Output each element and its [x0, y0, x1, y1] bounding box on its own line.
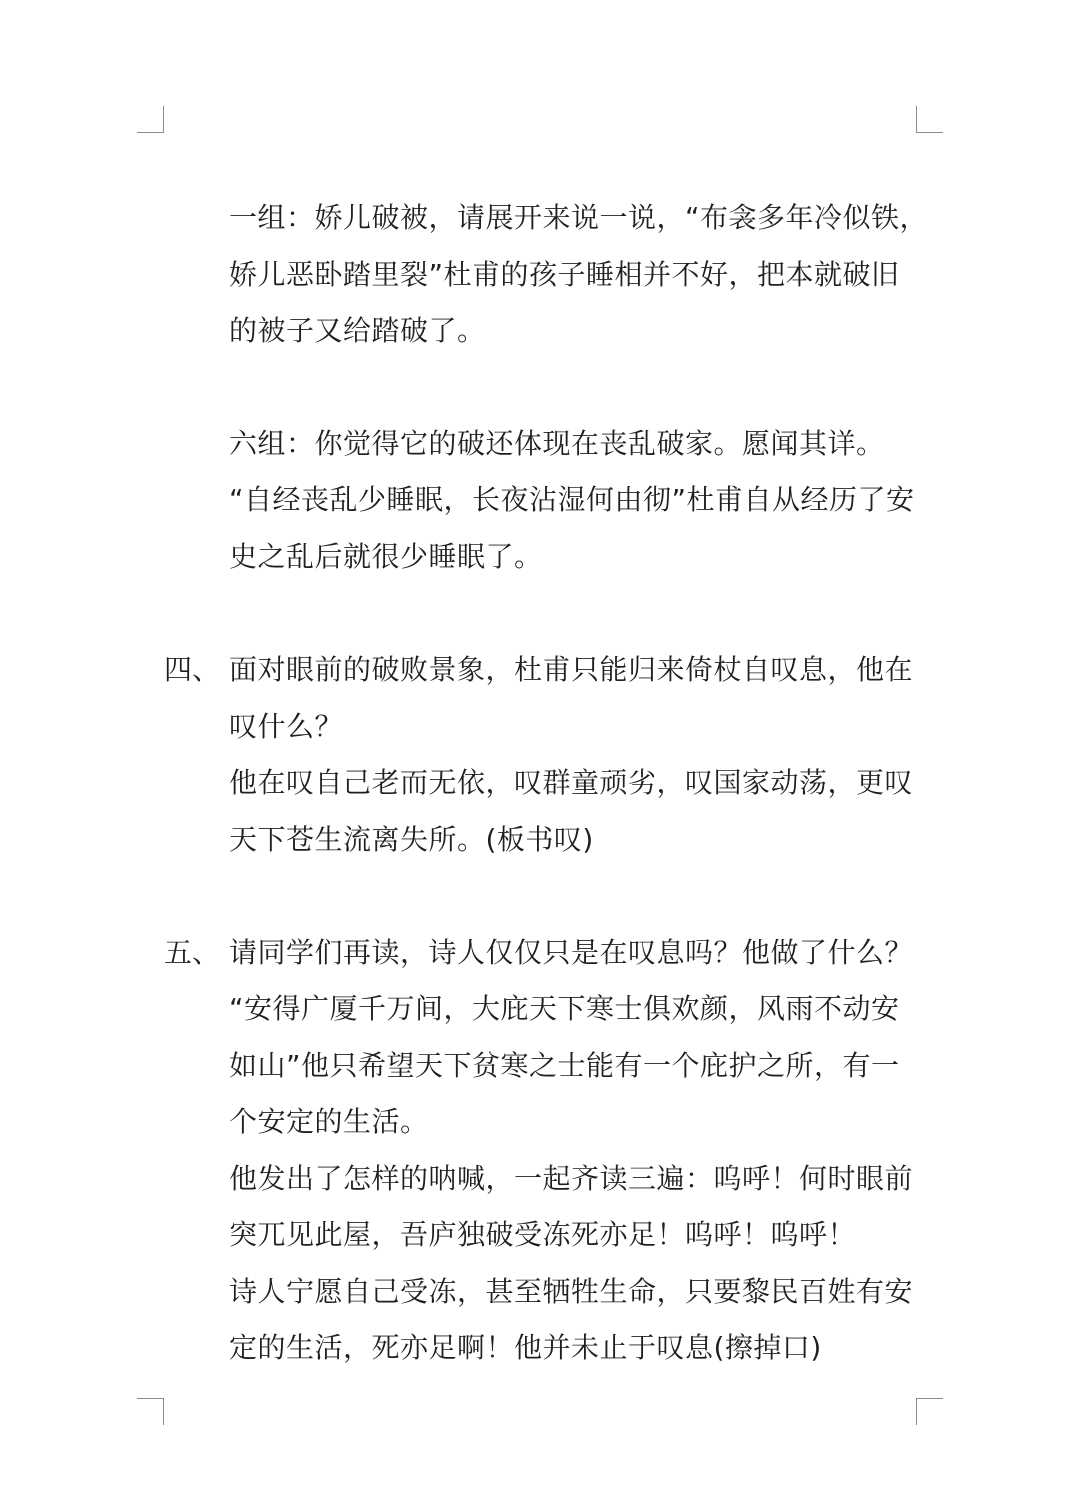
section-four-line-1: 面对眼前的破败景象，杜甫只能归来倚杖自叹息，他在	[229, 653, 914, 686]
section-five-line-3: 如山”他只希望天下贫寒之士能有一个庇护之所，有一	[229, 1049, 900, 1082]
section-five-marker: 五、	[164, 936, 221, 969]
section-four-line-2: 叹什么？	[229, 710, 344, 743]
group-one-line-3: 的被子又给踏破了。	[229, 314, 486, 347]
crop-mark-bottom-right	[916, 1398, 943, 1425]
crop-mark-top-left	[137, 106, 164, 133]
section-five-line-1: 请同学们再读，诗人仅仅只是在叹息吗？他做了什么？	[229, 936, 914, 969]
crop-mark-top-right	[916, 106, 943, 133]
section-five-line-7: 诗人宁愿自己受冻，甚至牺牲生命，只要黎民百姓有安	[229, 1275, 914, 1308]
section-four-line-4: 天下苍生流离失所。(板书叹)	[229, 823, 594, 856]
crop-mark-bottom-left	[137, 1398, 164, 1425]
section-four-line-3: 他在叹自己老而无依，叹群童顽劣，叹国家动荡，更叹	[229, 766, 914, 799]
section-five-line-5: 他发出了怎样的呐喊，一起齐读三遍：呜呼！何时眼前	[229, 1162, 914, 1195]
section-four-marker: 四、	[164, 653, 221, 686]
section-five-line-6: 突兀见此屋，吾庐独破受冻死亦足！呜呼！呜呼！	[229, 1218, 857, 1251]
group-six-line-1: 六组：你觉得它的破还体现在丧乱破家。愿闻其详。	[229, 427, 885, 460]
group-six-line-3: 史之乱后就很少睡眠了。	[229, 540, 543, 573]
section-five-line-8: 定的生活，死亦足啊！他并未止于叹息(擦掉口)	[229, 1331, 822, 1364]
section-five-line-4: 个安定的生活。	[229, 1105, 429, 1138]
section-five-line-2: “安得广厦千万间，大庇天下寒士俱欢颜，风雨不动安	[229, 992, 900, 1025]
group-six-line-2: “自经丧乱少睡眠，长夜沾湿何由彻”杜甫自从经历了安	[229, 483, 915, 516]
group-one-line-1: 一组：娇儿破被，请展开来说一说，“布衾多年冷似铁，	[229, 201, 929, 234]
group-one-line-2: 娇儿恶卧踏里裂”杜甫的孩子睡相并不好，把本就破旧	[229, 258, 900, 291]
